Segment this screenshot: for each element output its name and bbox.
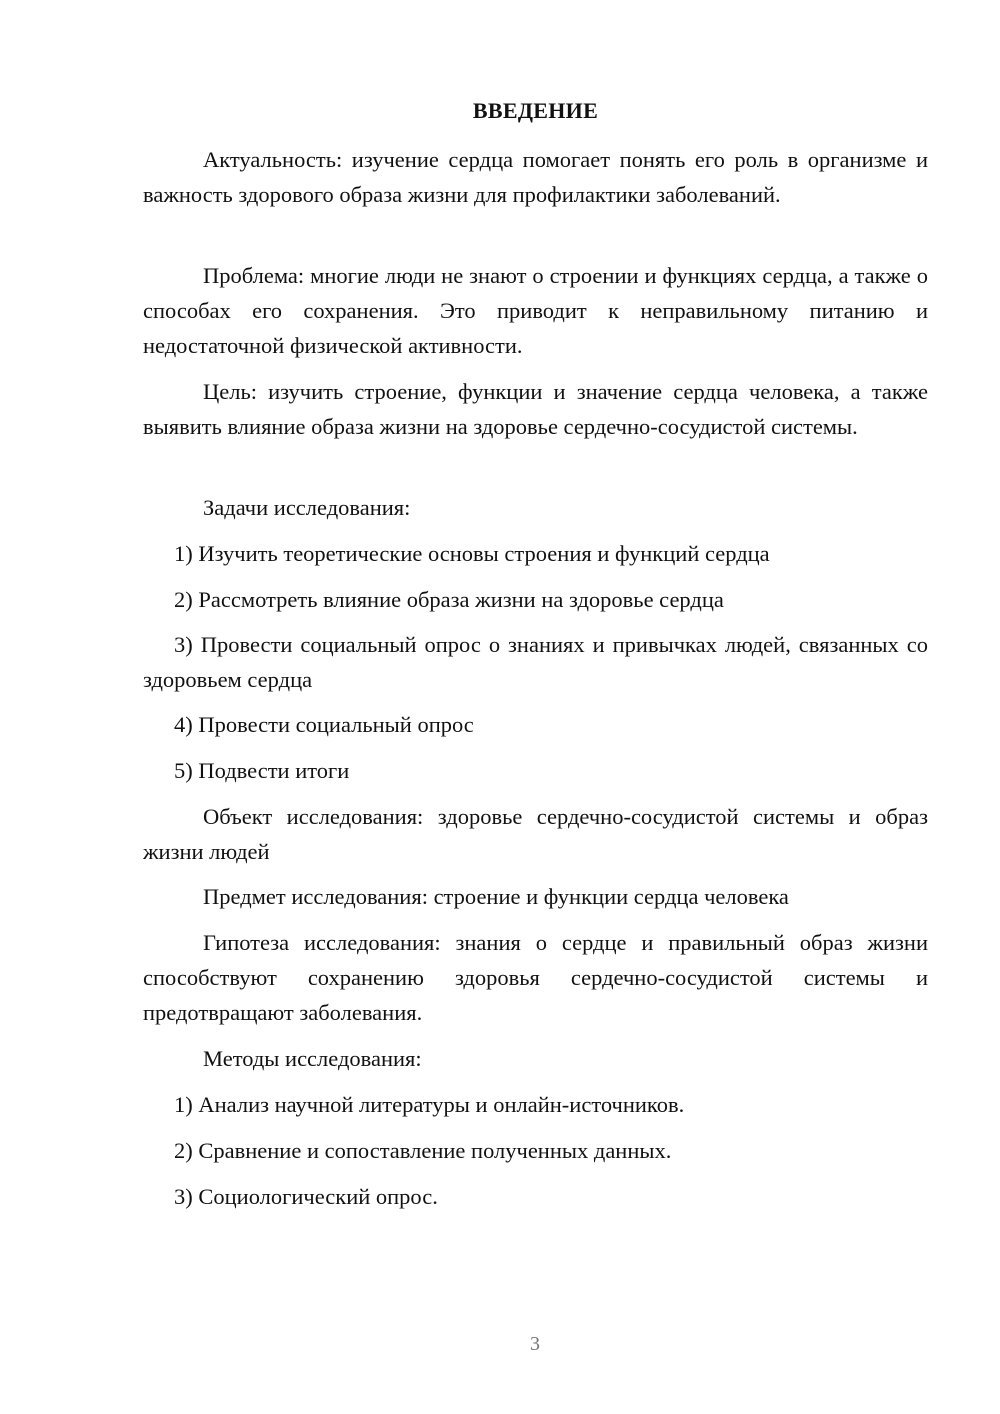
task-item: 3) Провести социальный опрос о знаниях и привычках людей, связанных со здоровьем сердца [143,632,928,692]
methods-heading: Методы исследования: [203,1046,422,1071]
object-paragraph: Объект исследования: здоровье сердечно-сосудистой системы и образ жизни людей [143,804,928,864]
task-item: 2) Рассмотреть влияние образа жизни на здоровье сердца [174,587,724,612]
problem-paragraph: Проблема: многие люди не знают о строении и функциях сердца, а также о способах его сохранения. Это приводит к неправильному питанию и недостаточной физической активности. [143,263,928,358]
task-item: 4) Провести социальный опрос [174,712,474,737]
method-item: 3) Социологический опрос. [174,1184,438,1209]
task-item: 5) Подвести итоги [174,758,350,783]
goal-paragraph: Цель: изучить строение, функции и значение сердца человека, а также выявить влияние образа жизни на здоровье сердечно-сосудистой системы. [143,379,928,439]
relevance-paragraph: Актуальность: изучение сердца помогает понять его роль в организме и важность здорового образа жизни для профилактики заболеваний. [143,147,928,207]
method-item: 1) Анализ научной литературы и онлайн-источников. [174,1092,685,1117]
method-item: 2) Сравнение и сопоставление полученных данных. [174,1138,672,1163]
subject-paragraph: Предмет исследования: строение и функции сердца человека [203,884,789,909]
tasks-heading: Задачи исследования: [203,495,411,520]
hypothesis-paragraph: Гипотеза исследования: знания о сердце и правильный образ жизни способствуют сохранению здоровья сердечно-сосудистой системы и предотвращают заболевания. [143,930,928,1025]
page-number: 3 [530,1333,540,1355]
section-title: ВВЕДЕНИЕ [472,98,599,123]
task-item: 1) Изучить теоретические основы строения и функций сердца [174,541,770,566]
